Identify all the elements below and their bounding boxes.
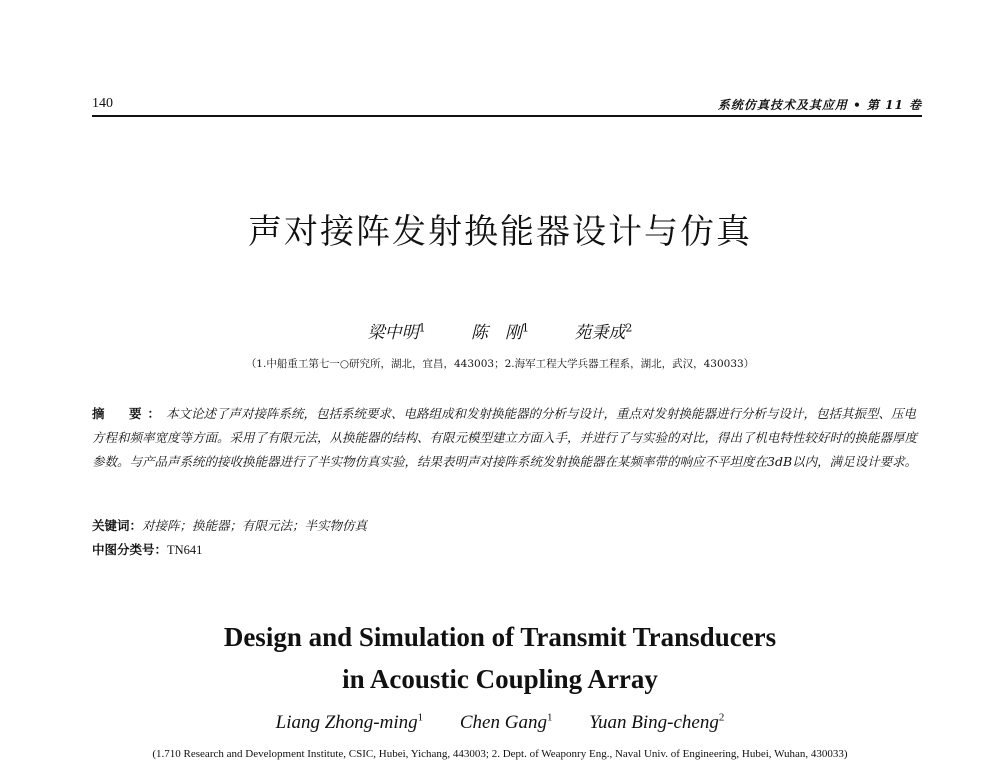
author-name: 苑秉成 [574,323,626,343]
author-affiliation-mark: 1 [522,321,529,335]
author-name: 陈 刚 [471,323,522,343]
author-name: Yuan Bing-cheng [589,712,719,734]
english-title-line-1: Design and Simulation of Transmit Transducers [223,622,777,652]
keywords [92,514,922,538]
journal-running-title: 系统仿真技术及其应用 • 第 11 卷 [717,98,922,112]
classification-label: 中图分类号： [92,542,168,557]
classification [92,538,922,562]
chinese-title: 声对接阵发射换能器设计与仿真 [248,212,752,252]
chinese-affiliations: （1.中船重工第七一○研究所，湖北，宜昌，443003；2.海军工程大学兵器工程系，湖北，武汉，430033） [245,358,755,370]
english-title [0,616,1000,700]
chinese-author [471,323,529,343]
english-affiliations: (1.710 Research and Development Institute, CSIC, Hubei, Yichang, 443003; 2. Dept. of Weaponry Eng., Naval Univ. of Engineering, Hubei, Wuhan, 430033) [152,748,848,760]
keywords-text: 对接阵；换能器；有限元法；半实物仿真 [142,518,368,533]
author-affiliation-mark: 2 [625,321,633,335]
english-author [589,712,724,733]
author-name: Liang Zhong-ming [275,712,418,734]
author-name: Chen Gang [459,712,547,734]
english-author [276,712,424,733]
english-author [460,712,553,733]
keywords-label: 关键词： [92,518,143,533]
chinese-authors [0,318,1000,343]
english-authors [0,712,1000,734]
author-affiliation-mark: 1 [546,712,553,724]
page-number: 140 [92,96,113,111]
author-name: 梁中明 [367,323,419,343]
chinese-author [368,323,426,343]
abstract [92,402,922,474]
header-rule [92,115,922,117]
author-affiliation-mark: 2 [718,712,725,724]
classification-code: TN641 [167,543,203,557]
author-affiliation-mark: 1 [417,712,424,724]
chinese-author [574,323,632,343]
abstract-text: 本文论述了声对接阵系统，包括系统要求、电路组成和发射换能器的分析与设计，重点对发射换能器进行分析与设计，包括其振型、压电方程和频率宽度等方面。采用了有限元法，从换能器的结构、有限元模型建立方面入手，并进行了与实验的对比，得出了机电特性较好时的换能器厚度参数。与产品声系统的接收换能器进行了半实物仿真实验，结果表明声对接阵系统发射换能器在某频率带的响应不平坦度在3dB以内，满足设计要求。 [92,406,918,469]
english-title-line-2: in Acoustic Coupling Array [342,664,658,694]
author-affiliation-mark: 1 [418,321,426,335]
abstract-label: 摘 要： [92,406,167,421]
